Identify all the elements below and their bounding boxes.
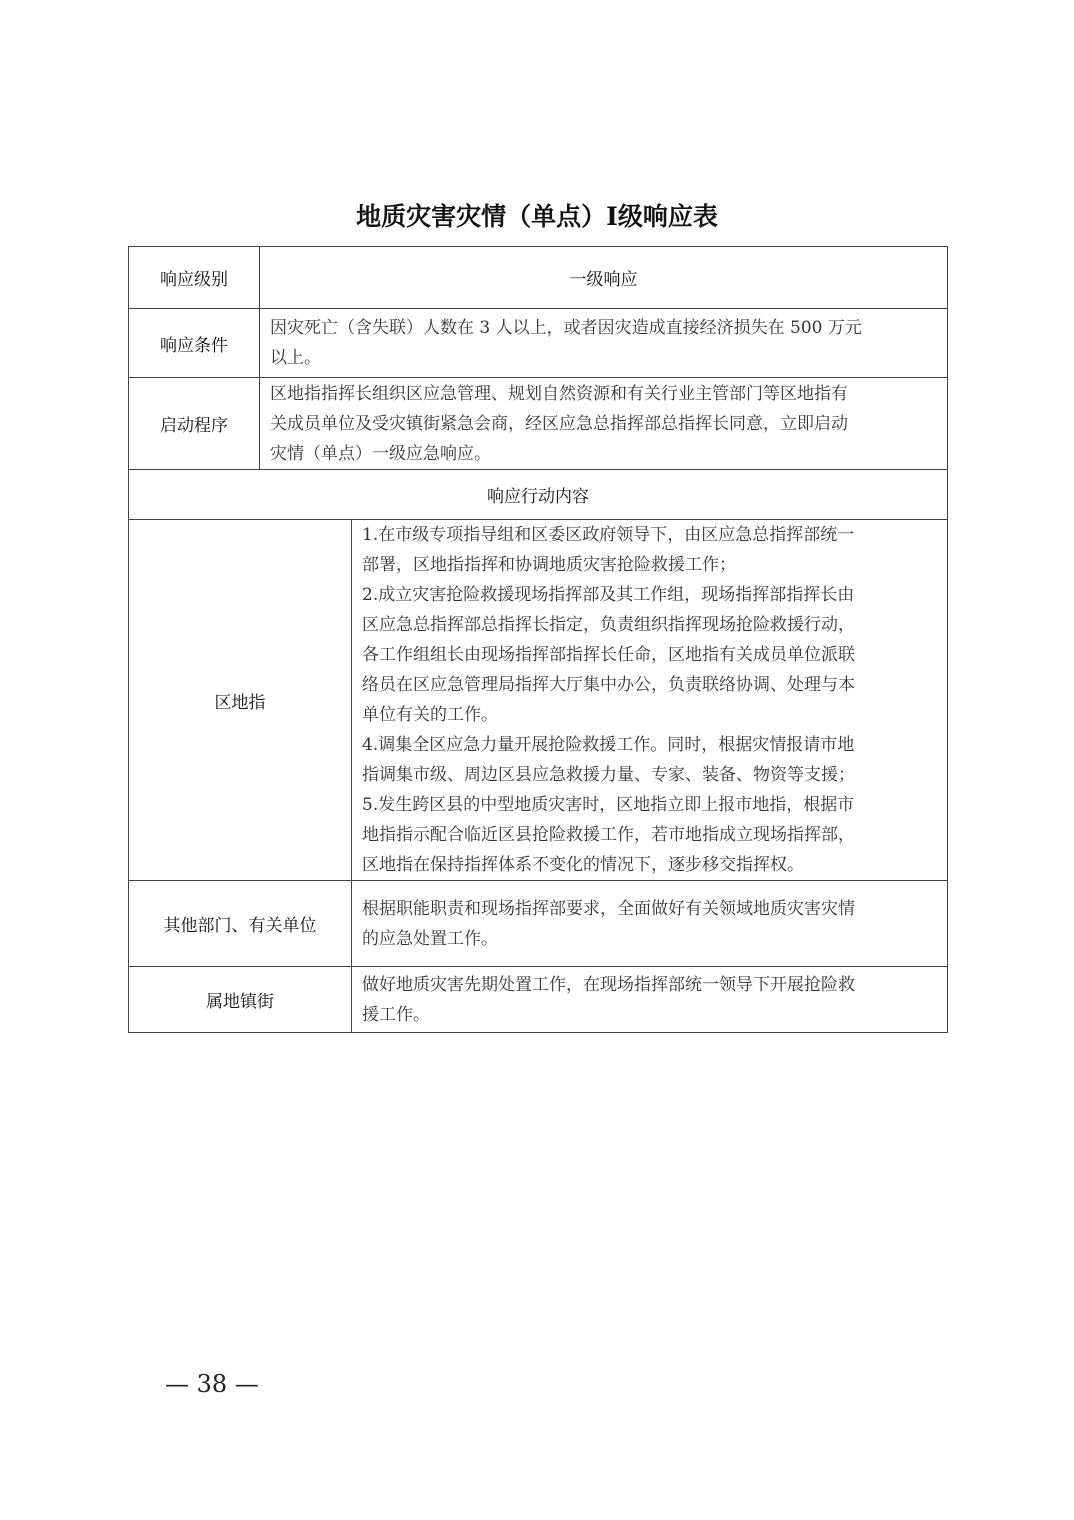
text-line: 的应急处置工作。: [362, 928, 498, 949]
page-number: — 38 —: [165, 1370, 259, 1398]
text-line: 根据职能职责和现场指挥部要求，全面做好有关领域地质灾害灾情: [362, 898, 855, 919]
text-line: 因灾死亡（含失联）人数在 3 人以上，或者因灾造成直接经济损失在 500 万元: [270, 318, 862, 338]
text-line: 以上。: [270, 348, 321, 368]
response-table: [128, 246, 948, 1033]
document-title: 地质灾害灾情（单点）Ⅰ级响应表: [356, 202, 718, 231]
row-startup-procedure: [129, 378, 948, 470]
text-line: 区地指指挥长组织区应急管理、规划自然资源和有关行业主管部门等区地指有: [270, 383, 848, 404]
row-local-towns: [129, 967, 948, 1033]
value-startup-procedure: [260, 378, 948, 470]
text-line: 援工作。: [362, 1004, 430, 1025]
value-response-condition: [260, 309, 948, 378]
row-district-command: [129, 520, 948, 881]
text-line: 地指指示配合临近区县抢险救援工作，若市地指成立现场指挥部，: [362, 825, 855, 845]
text-line: 指调集市级、周边区县应急救援力量、专家、装备、物资等支援；: [362, 765, 855, 785]
label-local-towns: 属地镇街: [129, 967, 352, 1033]
text-line: 1.在市级专项指导组和区委区政府领导下，由区应急总指挥部统一: [362, 525, 855, 545]
label-startup-procedure: 启动程序: [129, 378, 260, 470]
label-response-condition: 响应条件: [129, 309, 260, 378]
text-line: 4.调集全区应急力量开展抢险救援工作。同时，根据灾情报请市地: [362, 735, 855, 755]
text-line: 各工作组组长由现场指挥部指挥长任命，区地指有关成员单位派联: [362, 645, 855, 665]
label-response-level: 响应级别: [129, 247, 260, 309]
value-district-command: [352, 520, 948, 881]
text-line: 关成员单位及受灾镇街紧急会商，经区应急总指挥部总指挥长同意，立即启动: [270, 413, 848, 434]
label-other-departments: 其他部门、有关单位: [129, 881, 352, 967]
action-content-header: 响应行动内容: [129, 470, 948, 520]
value-other-departments: [352, 881, 948, 967]
row-other-departments: [129, 881, 948, 967]
text-line: 单位有关的工作。: [362, 705, 498, 725]
row-response-condition: [129, 309, 948, 378]
text-line: 区应急总指挥部总指挥长指定，负责组织指挥现场抢险救援行动，: [362, 615, 855, 635]
text-line: 络员在区应急管理局指挥大厅集中办公，负责联络协调、处理与本: [362, 675, 855, 695]
row-response-level: [129, 247, 948, 309]
text-line: 区地指在保持指挥体系不变化的情况下，逐步移交指挥权。: [362, 855, 804, 875]
label-district-command: 区地指: [129, 520, 352, 881]
text-line: 做好地质灾害先期处置工作，在现场指挥部统一领导下开展抢险救: [362, 974, 855, 995]
row-action-header: [129, 470, 948, 520]
text-line: 部署，区地指指挥和协调地质灾害抢险救援工作；: [362, 555, 736, 575]
value-local-towns: [352, 967, 948, 1033]
value-response-level: 一级响应: [260, 247, 948, 309]
text-line: 2.成立灾害抢险救援现场指挥部及其工作组，现场指挥部指挥长由: [362, 585, 855, 605]
text-line: 5.发生跨区县的中型地质灾害时，区地指立即上报市地指，根据市: [362, 795, 855, 815]
text-line: 灾情（单点）一级应急响应。: [270, 443, 491, 464]
